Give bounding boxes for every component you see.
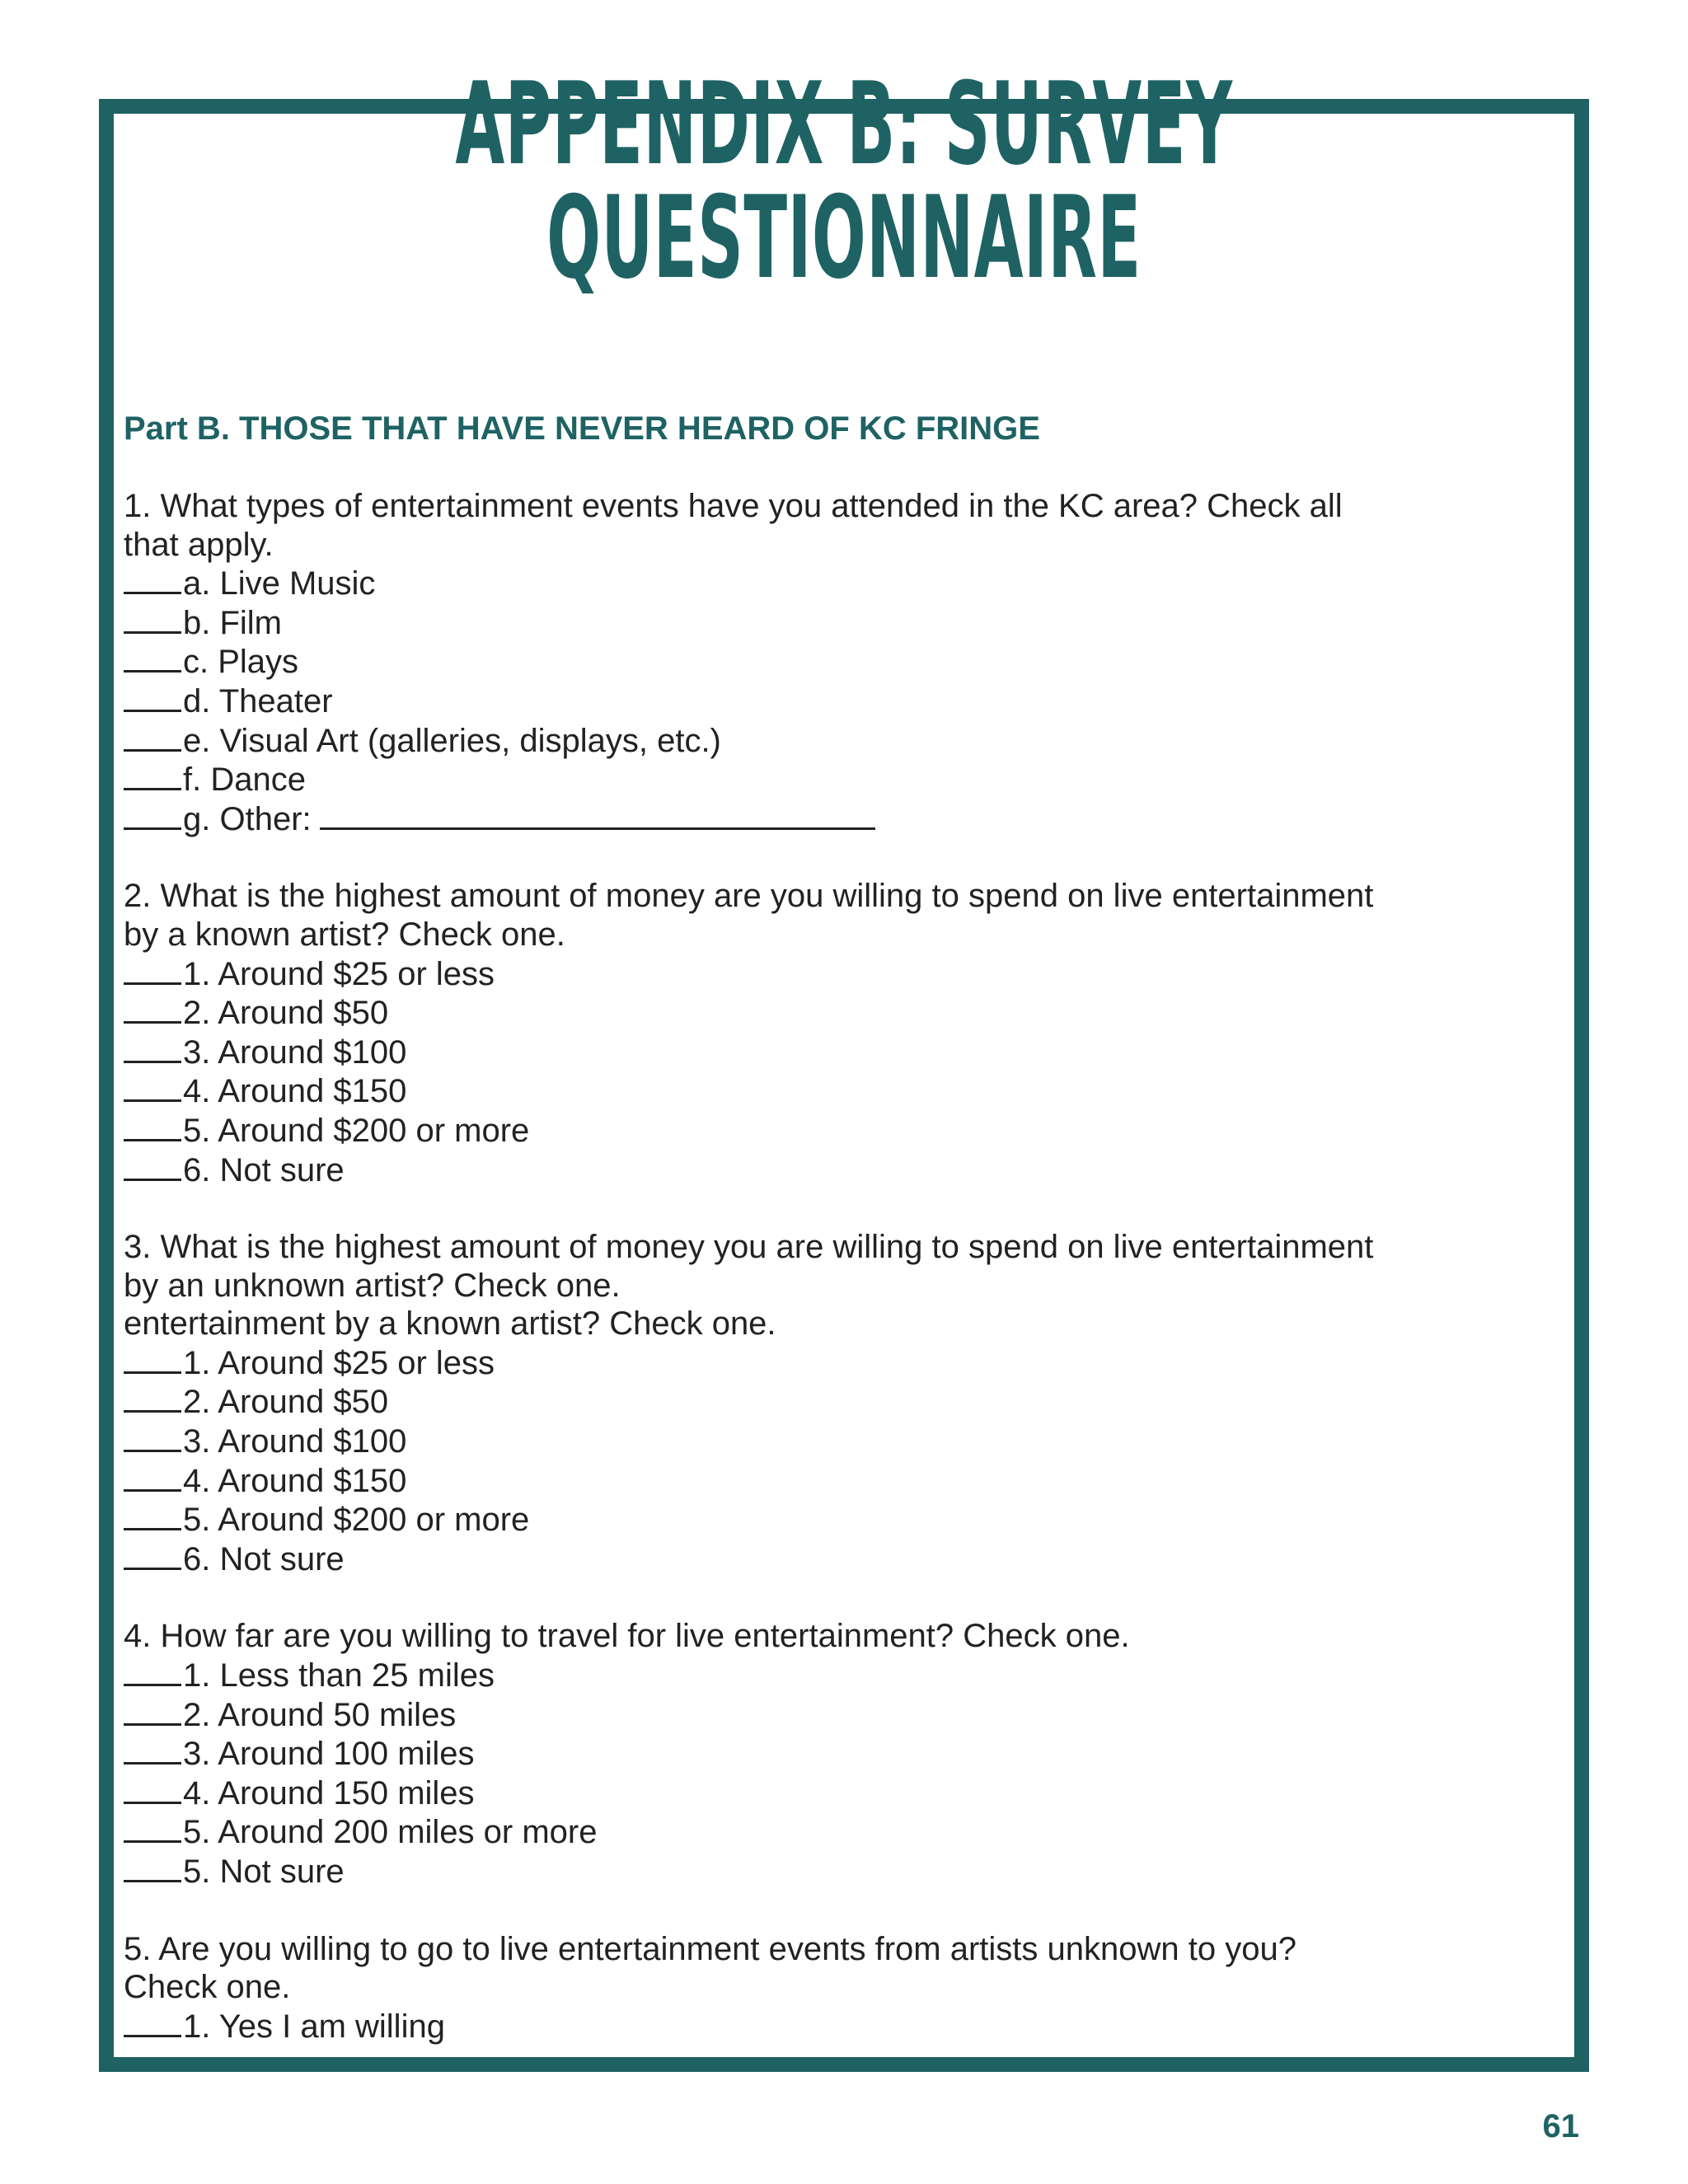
answer-option: 5. Around $200 or more	[124, 1500, 1525, 1540]
section-title: Part B. THOSE THAT HAVE NEVER HEARD OF KC FRINGE	[124, 410, 1040, 447]
survey-content	[124, 410, 1525, 2084]
answer-option: 3. Around 100 miles	[124, 1734, 1525, 1774]
checkbox-blank[interactable]	[124, 1151, 181, 1181]
checkbox-blank[interactable]	[124, 799, 181, 830]
question-prompt: 1. What types of entertainment events have you attended in the KC area? Check all	[124, 488, 1343, 524]
checkbox-blank[interactable]	[124, 1695, 181, 1726]
checkbox-blank[interactable]	[124, 1500, 181, 1530]
page-number: 61	[1542, 2108, 1579, 2144]
checkbox-blank[interactable]	[124, 682, 181, 712]
checkbox-blank[interactable]	[124, 1422, 181, 1452]
answer-option: 1. Around $25 or less	[124, 954, 1525, 994]
question-prompt: entertainment by a known artist? Check one.	[124, 1305, 776, 1343]
answer-option: f. Dance	[124, 760, 1525, 799]
question-2	[124, 877, 1525, 1189]
answer-option: 2. Around $50	[124, 993, 1525, 1033]
question-prompt: 5. Are you willing to go to live entertainment events from artists unknown to you?	[124, 1930, 1296, 1967]
checkbox-blank[interactable]	[124, 1852, 181, 1882]
answer-option: 4. Around $150	[124, 1071, 1525, 1111]
answer-option: 2. Around 50 miles	[124, 1695, 1525, 1735]
answer-option: 2. Around $50	[124, 1382, 1525, 1422]
answer-option: g. Other:	[124, 799, 1525, 839]
checkbox-blank[interactable]	[124, 1033, 181, 1063]
question-prompt: 2. What is the highest amount of money are you willing to spend on live entertainment	[124, 878, 1374, 915]
question-1	[124, 487, 1525, 838]
checkbox-blank[interactable]	[124, 564, 181, 594]
answer-option: 4. Around 150 miles	[124, 1774, 1525, 1813]
answer-option: 5. Not sure	[124, 1852, 1525, 1891]
checkbox-blank[interactable]	[124, 1656, 181, 1686]
question-prompt: by an unknown artist? Check one.	[124, 1267, 621, 1304]
question-4	[124, 1617, 1525, 1891]
checkbox-blank[interactable]	[124, 642, 181, 673]
checkbox-blank[interactable]	[124, 1461, 181, 1492]
checkbox-blank[interactable]	[124, 1540, 181, 1570]
answer-option: e. Visual Art (galleries, displays, etc.)	[124, 721, 1525, 761]
answer-option: b. Film	[124, 603, 1525, 643]
answer-option: d. Theater	[124, 682, 1525, 721]
answer-option: 6. Not sure	[124, 1151, 1525, 1190]
question-prompt: by a known artist? Check one.	[124, 916, 565, 953]
checkbox-blank[interactable]	[124, 721, 181, 752]
question-prompt: Check one.	[124, 1969, 291, 2006]
answer-option: 5. Around 200 miles or more	[124, 1812, 1525, 1852]
answer-option: 4. Around $150	[124, 1461, 1525, 1501]
checkbox-blank[interactable]	[124, 1111, 181, 1141]
answer-option: 1. Yes I am willing	[124, 2007, 1525, 2046]
page-title: APPENDIX B: SURVEY QUESTIONNAIRE	[455, 58, 1233, 304]
checkbox-blank[interactable]	[124, 1734, 181, 1765]
answer-option: 1. Around $25 or less	[124, 1343, 1525, 1383]
checkbox-blank[interactable]	[124, 1812, 181, 1843]
checkbox-blank[interactable]	[124, 603, 181, 634]
checkbox-blank[interactable]	[124, 1071, 181, 1102]
question-prompt: 3. What is the highest amount of money you are willing to spend on live entertainment	[124, 1229, 1374, 1266]
checkbox-blank[interactable]	[124, 1343, 181, 1374]
question-5	[124, 1930, 1525, 2046]
answer-option: 5. Around $200 or more	[124, 1111, 1525, 1151]
answer-option: 3. Around $100	[124, 1033, 1525, 1072]
answer-option: c. Plays	[124, 642, 1525, 682]
checkbox-blank[interactable]	[124, 954, 181, 985]
checkbox-blank[interactable]	[124, 760, 181, 790]
checkbox-blank[interactable]	[124, 2007, 181, 2037]
answer-option: a. Live Music	[124, 564, 1525, 603]
checkbox-blank[interactable]	[124, 993, 181, 1024]
question-prompt: that apply.	[124, 526, 274, 563]
answer-option: 3. Around $100	[124, 1422, 1525, 1461]
question-3	[124, 1228, 1525, 1578]
answer-option: 6. Not sure	[124, 1540, 1525, 1579]
question-prompt: 4. How far are you willing to travel for live entertainment? Check one.	[124, 1618, 1130, 1655]
checkbox-blank[interactable]	[124, 1382, 181, 1413]
checkbox-blank[interactable]	[124, 1774, 181, 1804]
other-write-in-line[interactable]	[320, 799, 875, 830]
answer-option: 1. Less than 25 miles	[124, 1656, 1525, 1695]
